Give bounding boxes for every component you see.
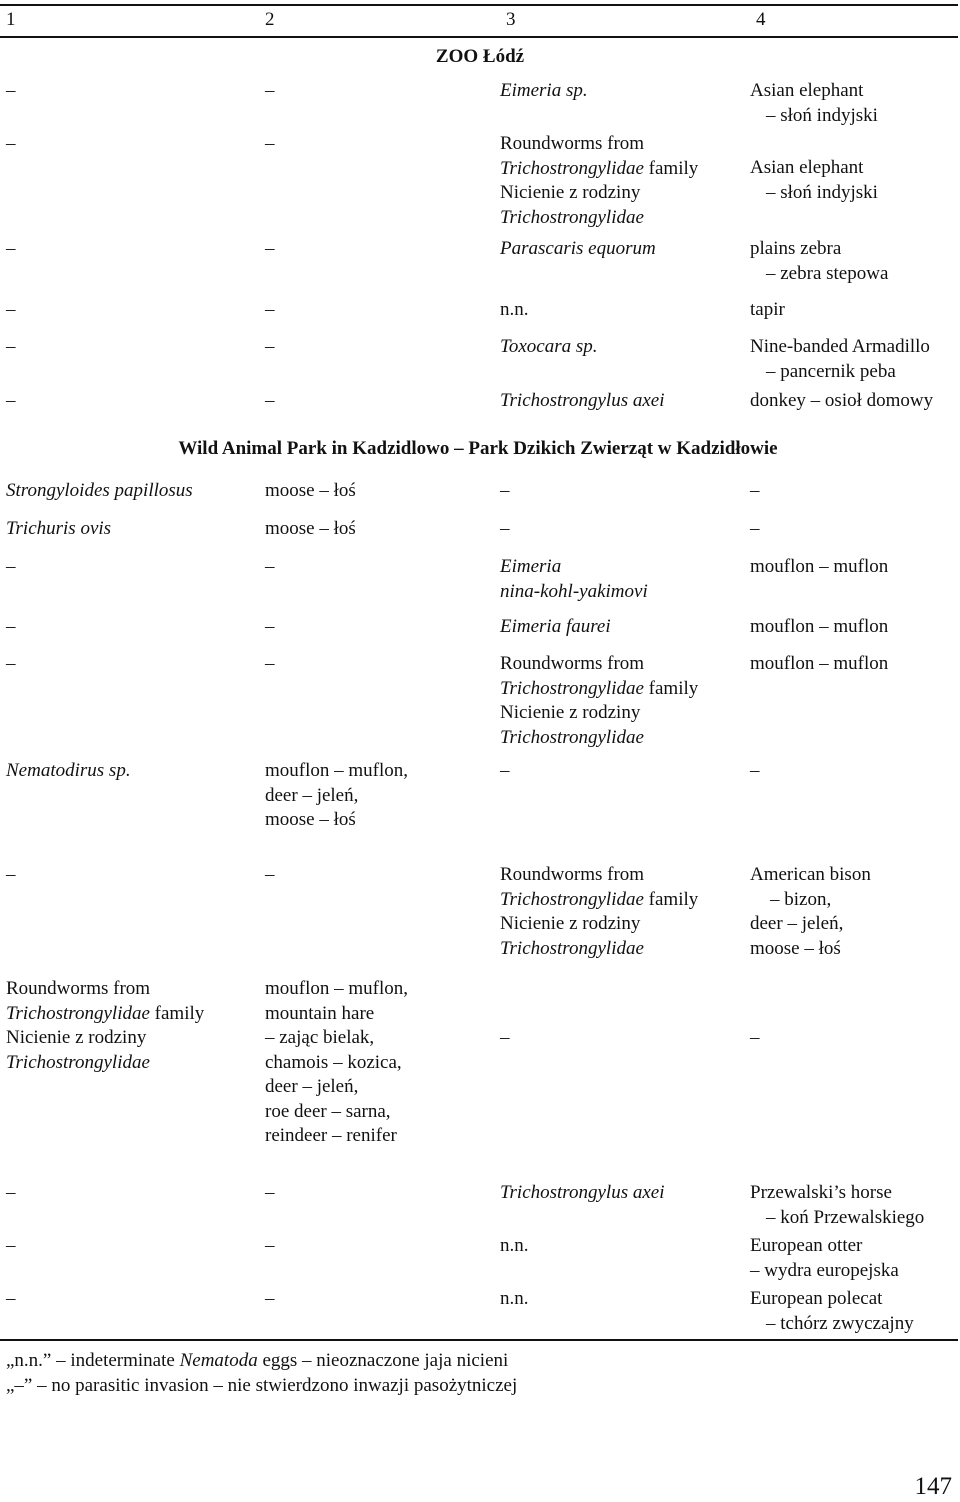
parasite-line bbox=[500, 888, 698, 913]
footnote-text: – no parasitic invasion – nie stwierdzono inwazji pasożytniczej bbox=[32, 1375, 518, 1396]
cell-col2: – bbox=[265, 299, 275, 320]
cell-col1: – bbox=[6, 80, 16, 101]
cell-host bbox=[750, 335, 930, 384]
cell-host bbox=[750, 79, 878, 128]
cell-col2: – bbox=[265, 390, 275, 411]
cell-col1: – bbox=[6, 616, 16, 637]
cell-col2: – bbox=[265, 238, 275, 259]
column-number-2: 2 bbox=[265, 9, 275, 30]
cell-col1: – bbox=[6, 864, 16, 885]
parasite-line bbox=[500, 157, 698, 182]
cell-host: – bbox=[750, 760, 760, 781]
parasite-line: Eimeria bbox=[500, 556, 562, 577]
cell-host: – bbox=[750, 1027, 760, 1048]
host-line: European otter bbox=[750, 1235, 863, 1256]
footnote-dash bbox=[6, 1374, 517, 1399]
cell-col2: – bbox=[265, 556, 275, 577]
cell-host bbox=[750, 1234, 899, 1283]
host-line bbox=[750, 262, 888, 287]
cell-parasite: – bbox=[500, 760, 510, 781]
host-line: deer – jeleń, bbox=[750, 913, 844, 934]
cell-host: mouflon – muflon bbox=[750, 556, 889, 577]
column-number-4: 4 bbox=[756, 9, 766, 30]
cell-col2: – bbox=[265, 864, 275, 885]
cell-col2: – bbox=[265, 1235, 275, 1256]
parasite-line: nina-kohl-yakimovi bbox=[500, 580, 648, 602]
footnote-text: eggs – nieoznaczone jaja nicieni bbox=[257, 1350, 509, 1371]
host-line: Asian elephant bbox=[750, 80, 864, 101]
cell-host: – bbox=[750, 518, 760, 539]
host-line: – wydra europejska bbox=[750, 1259, 899, 1281]
cell-host bbox=[750, 863, 871, 961]
cell-col1: – bbox=[6, 1235, 16, 1256]
host-line: mouflon – muflon, bbox=[265, 760, 409, 781]
cell-parasite bbox=[500, 652, 698, 750]
parasite-family-suffix: family bbox=[149, 1002, 205, 1024]
parasite-line: Roundworms from bbox=[500, 653, 645, 674]
cell-host bbox=[750, 237, 888, 286]
parasite-line: Roundworms from bbox=[500, 133, 645, 154]
host-line: mountain hare bbox=[265, 1002, 375, 1024]
parasite-line: Nicienie z rodziny bbox=[500, 702, 641, 723]
cell-parasite: – bbox=[500, 1027, 510, 1048]
cell-parasite: – bbox=[500, 480, 510, 501]
host-line bbox=[750, 104, 878, 129]
section-title-kadzidlowo: Wild Animal Park in Kadzidlowo – Park Dzikich Zwierząt w Kadzidłowie bbox=[178, 438, 778, 459]
parasite-line: Roundworms from bbox=[500, 864, 645, 885]
cell-parasite bbox=[500, 555, 648, 604]
host-line: mouflon – muflon, bbox=[265, 978, 409, 999]
cell-col1: – bbox=[6, 238, 16, 259]
footnote-symbol: „n.n.” bbox=[6, 1350, 52, 1371]
column-number-1: 1 bbox=[6, 9, 16, 30]
header-rule bbox=[0, 36, 958, 38]
cell-col1 bbox=[6, 977, 204, 1075]
cell-col1: Nematodirus sp. bbox=[6, 760, 131, 781]
cell-col2: moose – łoś bbox=[265, 480, 356, 501]
footnote-nn bbox=[6, 1349, 508, 1374]
parasite-line: Trichostrongylidae bbox=[500, 726, 644, 748]
footnote-taxon: Nematoda bbox=[179, 1350, 258, 1371]
parasite-line: Trichostrongylidae bbox=[6, 1051, 150, 1073]
parasite-line bbox=[6, 1002, 204, 1027]
cell-parasite bbox=[500, 132, 698, 230]
parasite-line: Nicienie z rodziny bbox=[6, 1027, 147, 1048]
cell-col1: – bbox=[6, 299, 16, 320]
cell-col1: – bbox=[6, 653, 16, 674]
host-line-text: – pancernik peba bbox=[766, 360, 896, 382]
cell-parasite: Eimeria faurei bbox=[500, 616, 611, 637]
host-line bbox=[750, 1206, 924, 1231]
footnote-text: – indeterminate bbox=[51, 1350, 180, 1371]
cell-col2: – bbox=[265, 336, 275, 357]
host-line-text: – słoń indyjski bbox=[766, 104, 878, 126]
parasite-family-suffix: family bbox=[643, 888, 699, 910]
cell-host bbox=[750, 156, 878, 205]
cell-parasite: – bbox=[500, 518, 510, 539]
host-line: moose – łoś bbox=[265, 809, 356, 830]
host-line-text: – zebra stepowa bbox=[766, 262, 889, 284]
cell-parasite: n.n. bbox=[500, 1235, 529, 1256]
cell-parasite: Parascaris equorum bbox=[500, 238, 656, 259]
parasite-line: Nicienie z rodziny bbox=[500, 182, 641, 203]
cell-parasite: n.n. bbox=[500, 1288, 529, 1309]
host-line-text: – słoń indyjski bbox=[766, 181, 878, 203]
cell-col1: – bbox=[6, 556, 16, 577]
cell-col2: – bbox=[265, 616, 275, 637]
host-line-text: – tchórz zwyczajny bbox=[766, 1312, 914, 1334]
parasite-line bbox=[500, 677, 698, 702]
host-line-text: – bizon, bbox=[770, 888, 832, 910]
host-line: roe deer – sarna, bbox=[265, 1100, 391, 1122]
parasite-family-suffix: family bbox=[643, 677, 699, 699]
parasite-family-suffix: family bbox=[643, 157, 699, 179]
cell-parasite bbox=[500, 863, 698, 961]
host-line bbox=[750, 888, 871, 913]
page-number: 147 bbox=[914, 1473, 952, 1500]
cell-col1: – bbox=[6, 1182, 16, 1203]
cell-col2: – bbox=[265, 1288, 275, 1309]
host-line: Asian elephant bbox=[750, 157, 864, 178]
host-line: American bison bbox=[750, 864, 871, 885]
cell-col1: Trichuris ovis bbox=[6, 518, 112, 539]
parasite-family-name: Trichostrongylidae bbox=[500, 677, 644, 699]
cell-col1: – bbox=[6, 1288, 16, 1309]
parasite-family-name: Trichostrongylidae bbox=[6, 1002, 150, 1024]
cell-parasite: Eimeria sp. bbox=[500, 80, 588, 101]
table-bottom-rule bbox=[0, 1339, 958, 1341]
host-line: Nine-banded Armadillo bbox=[750, 336, 930, 357]
column-number-3: 3 bbox=[506, 9, 516, 30]
cell-col1: – bbox=[6, 133, 16, 154]
cell-col2 bbox=[265, 759, 408, 833]
cell-host bbox=[750, 1181, 924, 1230]
cell-host: tapir bbox=[750, 299, 785, 320]
cell-col2 bbox=[265, 977, 408, 1149]
host-line bbox=[750, 360, 930, 385]
host-line: plains zebra bbox=[750, 238, 842, 259]
parasite-family-name: Trichostrongylidae bbox=[500, 157, 644, 179]
host-line bbox=[750, 181, 878, 206]
cell-col2: – bbox=[265, 133, 275, 154]
host-line: – zając bielak, bbox=[265, 1027, 375, 1048]
table-top-rule bbox=[0, 4, 958, 6]
section-title-zoo-lodz: ZOO Łódź bbox=[435, 46, 525, 67]
cell-col1: – bbox=[6, 336, 16, 357]
cell-host: donkey – osioł domowy bbox=[750, 390, 934, 411]
parasite-line: Trichostrongylidae bbox=[500, 206, 644, 228]
parasite-line: Roundworms from bbox=[6, 978, 151, 999]
cell-parasite: Toxocara sp. bbox=[500, 336, 598, 357]
host-line: European polecat bbox=[750, 1288, 883, 1309]
cell-host: mouflon – muflon bbox=[750, 653, 889, 674]
parasite-line: Trichostrongylidae bbox=[500, 937, 644, 959]
host-line: deer – jeleń, bbox=[265, 784, 359, 806]
cell-col2: – bbox=[265, 653, 275, 674]
cell-col2: – bbox=[265, 1182, 275, 1203]
footnote-symbol: „–” bbox=[6, 1375, 33, 1396]
host-line: moose – łoś bbox=[750, 937, 841, 959]
cell-host: mouflon – muflon bbox=[750, 616, 889, 637]
cell-parasite: Trichostrongylus axei bbox=[500, 1182, 665, 1203]
host-line bbox=[750, 1312, 914, 1337]
host-line: chamois – kozica, bbox=[265, 1051, 402, 1073]
host-line-text: – koń Przewalskiego bbox=[766, 1206, 925, 1228]
host-line: Przewalski’s horse bbox=[750, 1182, 892, 1203]
host-line: reindeer – renifer bbox=[265, 1125, 397, 1146]
parasite-line: Nicienie z rodziny bbox=[500, 913, 641, 934]
cell-col1: Strongyloides papillosus bbox=[6, 480, 193, 501]
cell-parasite: Trichostrongylus axei bbox=[500, 390, 665, 411]
cell-host bbox=[750, 1287, 914, 1336]
cell-col2: moose – łoś bbox=[265, 518, 356, 539]
parasite-family-name: Trichostrongylidae bbox=[500, 888, 644, 910]
cell-host: – bbox=[750, 480, 760, 501]
cell-col2: – bbox=[265, 80, 275, 101]
cell-parasite: n.n. bbox=[500, 299, 529, 320]
host-line: deer – jeleń, bbox=[265, 1076, 359, 1097]
cell-col1: – bbox=[6, 390, 16, 411]
